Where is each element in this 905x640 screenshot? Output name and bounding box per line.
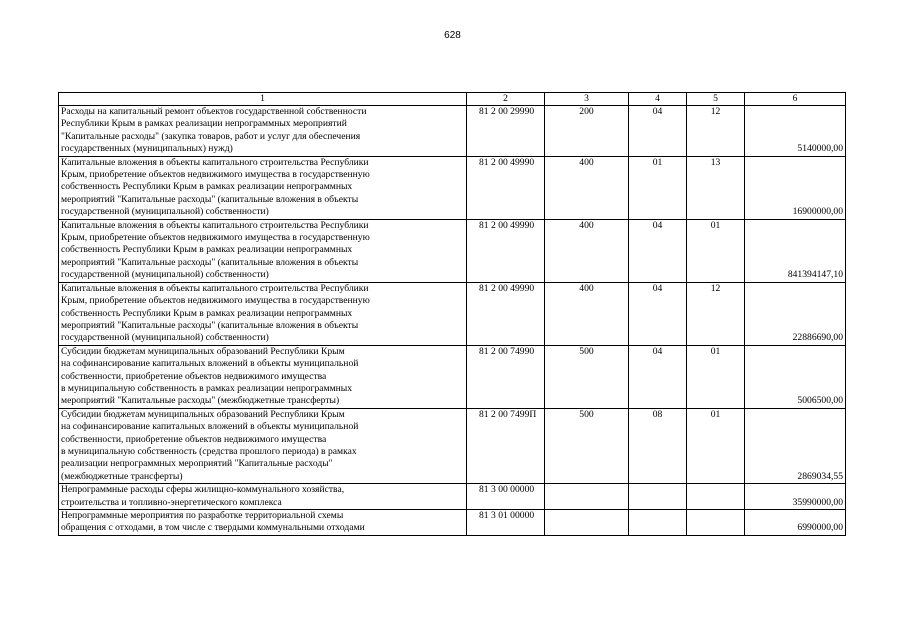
table-row <box>59 510 846 536</box>
row-col4: 01 <box>629 156 687 219</box>
row-code: 81 3 00 00000 <box>467 484 545 510</box>
row-code: 81 2 00 29990 <box>467 106 545 157</box>
row-description: Расходы на капитальный ремонт объектов государственной собственности Республики Крым в рамках реализации непрограммных мероприятий "Капитальные расходы" (закупка товаров, работ и услуг для обеспечения государственных (муниципальных) нужд) <box>59 106 467 157</box>
header-col-2: 2 <box>467 93 545 106</box>
table-row <box>59 106 846 157</box>
row-col3 <box>545 510 629 536</box>
row-col4 <box>629 510 687 536</box>
row-description: Непрограммные мероприятия по разработке территориальной схемы обращения с отходами, в том числе с твердыми коммунальными отходами <box>59 510 467 536</box>
row-description: Субсидии бюджетам муниципальных образований Республики Крым на софинансирование капитальных вложений в объекты муниципальной собственности, приобретение объектов недвижимого имущества в муниципальную собственность в рамках реализации непрограммных мероприятий "Капитальные расходы" (межбюджетные трансферты) <box>59 345 467 408</box>
row-col4: 08 <box>629 408 687 483</box>
header-col-6: 6 <box>745 93 846 106</box>
row-amount: 6990000,00 <box>745 510 846 536</box>
table-row <box>59 156 846 219</box>
table-row <box>59 408 846 483</box>
row-col4: 04 <box>629 219 687 282</box>
row-description: Капитальные вложения в объекты капитального строительства Республики Крым, приобретение объектов недвижимого имущества в государственную собственность Республики Крым в рамках реализации непрограммных мероприятий "Капитальные расходы" (капитальные вложения в объекты государственной (муниципальной) собственности) <box>59 156 467 219</box>
table-header-row <box>59 93 846 106</box>
row-col3: 400 <box>545 219 629 282</box>
row-col4 <box>629 484 687 510</box>
table-row <box>59 282 846 345</box>
row-amount: 5140000,00 <box>745 106 846 157</box>
table-row <box>59 484 846 510</box>
budget-table <box>58 92 846 536</box>
row-col5: 01 <box>687 408 745 483</box>
row-code: 81 2 00 49990 <box>467 219 545 282</box>
page-number: 628 <box>444 30 461 41</box>
header-col-5: 5 <box>687 93 745 106</box>
row-description: Капитальные вложения в объекты капитального строительства Республики Крым, приобретение объектов недвижимого имущества в государственную собственность Республики Крым в рамках реализации непрограммных мероприятий "Капитальные расходы" (капитальные вложения в объекты государственной (муниципальной) собственности) <box>59 282 467 345</box>
row-amount: 22886690,00 <box>745 282 846 345</box>
row-col3: 500 <box>545 408 629 483</box>
header-col-4: 4 <box>629 93 687 106</box>
row-col5: 13 <box>687 156 745 219</box>
row-col5: 12 <box>687 282 745 345</box>
row-code: 81 3 01 00000 <box>467 510 545 536</box>
row-code: 81 2 00 74990 <box>467 345 545 408</box>
row-code: 81 2 00 49990 <box>467 282 545 345</box>
row-amount: 16900000,00 <box>745 156 846 219</box>
header-col-3: 3 <box>545 93 629 106</box>
row-col3: 400 <box>545 282 629 345</box>
header-col-1: 1 <box>59 93 467 106</box>
row-col3: 200 <box>545 106 629 157</box>
row-description: Непрограммные расходы сферы жилищно-коммунального хозяйства, строительства и топливно-энергетического комплекса <box>59 484 467 510</box>
row-amount: 35990000,00 <box>745 484 846 510</box>
row-col5: 01 <box>687 219 745 282</box>
row-col5: 12 <box>687 106 745 157</box>
row-col4: 04 <box>629 106 687 157</box>
row-amount: 841394147,10 <box>745 219 846 282</box>
row-col5 <box>687 484 745 510</box>
row-col3: 500 <box>545 345 629 408</box>
row-description: Субсидии бюджетам муниципальных образований Республики Крым на софинансирование капитальных вложений в объекты муниципальной собственности, приобретение объектов недвижимого имущества в муниципальную собственность (средства прошлого периода) в рамках реализации непрограммных мероприятий "Капитальные расходы" (межбюджетные трансферты) <box>59 408 467 483</box>
row-amount: 5006500,00 <box>745 345 846 408</box>
row-col4: 04 <box>629 345 687 408</box>
row-col3: 400 <box>545 156 629 219</box>
row-col5 <box>687 510 745 536</box>
row-code: 81 2 00 49990 <box>467 156 545 219</box>
row-amount: 2869034,55 <box>745 408 846 483</box>
table-row <box>59 219 846 282</box>
row-col4: 04 <box>629 282 687 345</box>
table-row <box>59 345 846 408</box>
row-code: 81 2 00 7499П <box>467 408 545 483</box>
row-col3 <box>545 484 629 510</box>
row-description: Капитальные вложения в объекты капитального строительства Республики Крым, приобретение объектов недвижимого имущества в государственную собственность Республики Крым в рамках реализации непрограммных мероприятий "Капитальные расходы" (капитальные вложения в объекты государственной (муниципальной) собственности) <box>59 219 467 282</box>
row-col5: 01 <box>687 345 745 408</box>
